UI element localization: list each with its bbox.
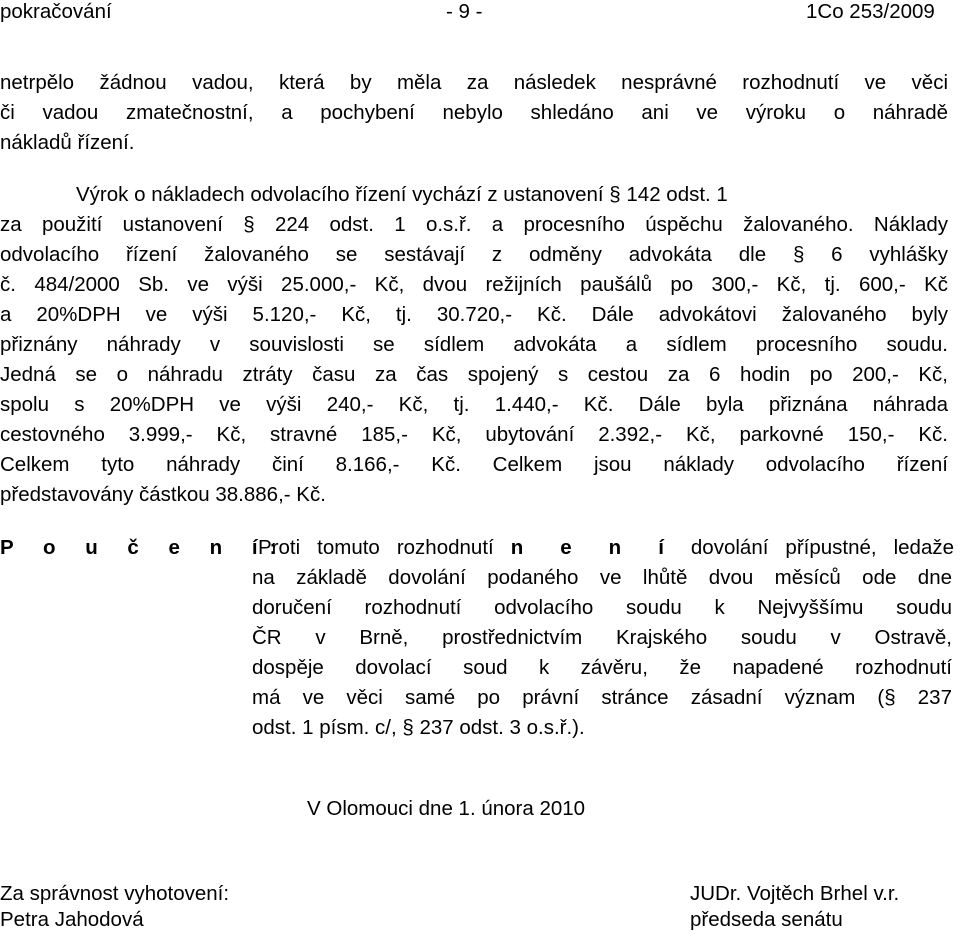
para2-line-8: spolu s 20%DPH ve výši 240,- Kč, tj. 1.440,- Kč. Dále byla přiznána náhrada [0,393,948,416]
instruction-line-7: odst. 1 písm. c/, § 237 odst. 3 o.s.ř.). [252,716,585,739]
instruction-line-4: ČR v Brně, prostřednictvím Krajského soudu v Ostravě, [252,626,952,649]
certification-title: Za správnost vyhotovení: [0,882,230,905]
certifier-name: Petra Jahodová [0,908,144,931]
para2-line-9: cestovného 3.999,- Kč, stravné 185,- Kč, ubytování 2.392,- Kč, parkovné 150,- Kč. [0,423,948,446]
para1-line-1: netrpělo žádnou vadou, která by měla za následek nesprávné rozhodnutí ve věci [0,71,948,94]
page-header [0,0,960,28]
instruction-first-line [258,536,954,560]
instruction-line-2: na základě dovolání podaného ve lhůtě dvou měsíců ode dne [252,566,952,589]
instruction-emphasis: n e n í [510,536,674,559]
para2-line-10: Celkem tyto náhrady činí 8.166,- Kč. Celkem jsou náklady odvolacího řízení [0,453,948,476]
instruction-first-post: dovolání přípustné, ledaže [690,536,954,559]
date-line: V Olomouci dne 1. února 2010 [307,797,586,820]
case-number: 1Co 253/2009 [806,0,935,23]
header-left: pokračování [0,0,112,23]
para2-line-4: č. 484/2000 Sb. ve výši 25.000,- Kč, dvou režijních paušálů po 300,- Kč, tj. 600,- Kč [0,273,948,296]
page-number: - 9 - [446,0,483,23]
instruction-label: P o u č e n í: [0,536,289,559]
para1-line-2: či vadou zmatečnostní, a pochybení nebylo shledáno ani ve výroku o náhradě [0,101,948,124]
para2-line-2: za použití ustanovení § 224 odst. 1 o.s.ř. a procesního úspěchu žalovaného. Náklady [0,213,948,236]
para1-line-3: nákladů řízení. [0,131,135,154]
para2-line-1: Výrok o nákladech odvolacího řízení vychází z ustanovení § 142 odst. 1 [76,183,728,206]
instruction-first-pre: Proti tomuto rozhodnutí [258,536,494,559]
instruction-line-5: dospěje dovolací soud k závěru, že napadené rozhodnutí [252,656,952,679]
para2-line-7: Jedná se o náhradu ztráty času za čas spojený s cestou za 6 hodin po 200,- Kč, [0,363,948,386]
instruction-line-6: má ve věci samé po právní stránce zásadní význam (§ 237 [252,686,952,709]
instruction-line-3: doručení rozhodnutí odvolacího soudu k Nejvyššímu soudu [252,596,952,619]
para2-line-3: odvolacího řízení žalovaného se sestávají z odměny advokáta dle § 6 vyhlášky [0,243,948,266]
judge-title: předseda senátu [690,908,843,931]
judge-name: JUDr. Vojtěch Brhel v.r. [690,882,900,905]
para2-line-6: přiznány náhrady v souvislosti se sídlem advokáta a sídlem procesního soudu. [0,333,948,356]
para2-line-11: představovány částkou 38.886,- Kč. [0,483,326,506]
para2-line-5: a 20%DPH ve výši 5.120,- Kč, tj. 30.720,- Kč. Dále advokátovi žalovaného byly [0,303,948,326]
